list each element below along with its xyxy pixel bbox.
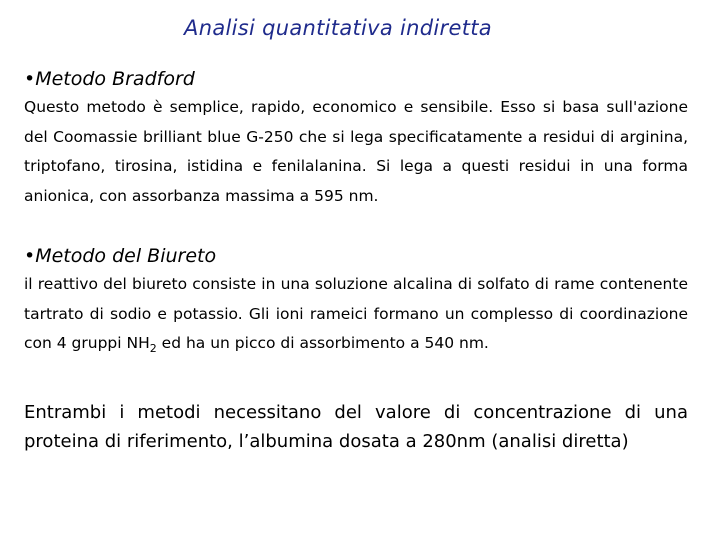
biureto-text-after-formula: ed ha un picco di assorbimento a 540 nm. — [156, 334, 489, 352]
biureto-heading: •Metodo del Biureto — [24, 245, 217, 267]
nh2-formula: $NH_2$ — [126, 334, 157, 356]
bradford-heading: •Metodo Bradford — [24, 68, 195, 90]
conclusion-paragraph: Entrambi i metodi necessitano del valore di concentrazione di una proteina di riferimento, l’albumina dosata a 280nm (analisi diretta) — [24, 402, 688, 452]
bradford-description: Questo metodo è semplice, rapido, economico e sensibile. Esso si basa sull'azione del Coomassie brilliant blue G-250 che si lega specificatamente a residui di arginina, triptofano, tirosina, istidina e fenilalanina. Si lega a questi residui in una forma anionica, con assorbanza massima a 595 nm. — [24, 98, 688, 205]
slide-title: Analisi quantitativa indiretta — [184, 16, 492, 40]
biureto-description — [24, 270, 688, 364]
biureto-text-before-formula: il reattivo del biureto consiste in una soluzione alcalina di solfato di rame contenente tartrato di sodio e potassio. Gli ioni rameici formano un complesso di coordinazione con 4 gruppi — [24, 275, 688, 352]
